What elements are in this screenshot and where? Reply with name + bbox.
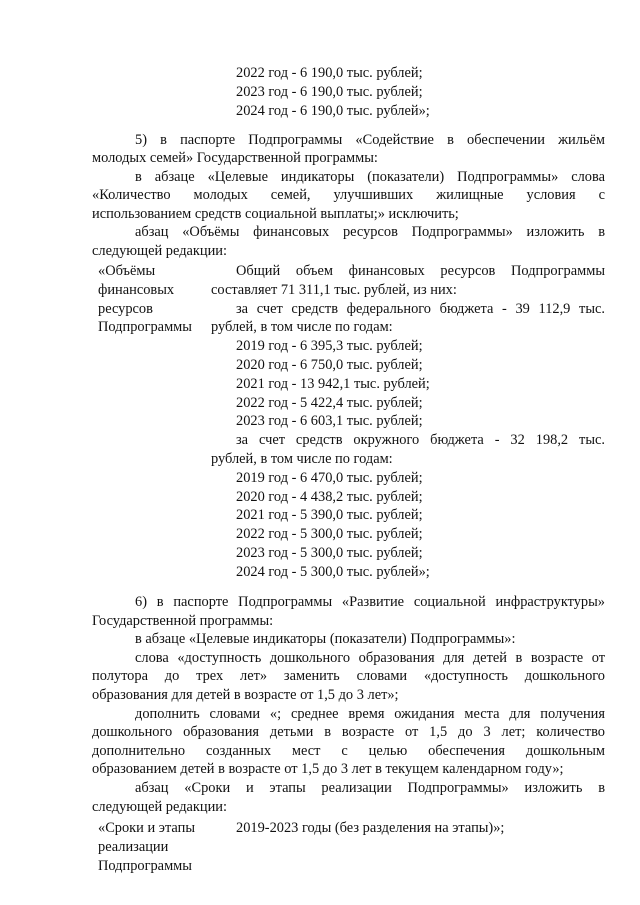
- table-right-line: Общий объем финансовых ресурсов Подпрограммы: [236, 263, 605, 279]
- table-left-cell: финансовых: [98, 282, 175, 298]
- item6-heading: 6) в паспорте Подпрограммы «Развитие социальной инфраструктуры»: [135, 594, 605, 610]
- table-right-line: рублей, в том числе по годам:: [211, 451, 393, 467]
- paragraph-line: в абзаце «Целевые индикаторы (показатели) Подпрограммы» слова: [135, 169, 605, 185]
- table-right-line: рублей, в том числе по годам:: [211, 319, 393, 335]
- year-line: 2024 год - 6 190,0 тыс. рублей»;: [236, 103, 430, 119]
- table-left-cell: реализации: [98, 839, 169, 855]
- year-line: 2020 год - 6 750,0 тыс. рублей;: [236, 357, 423, 373]
- year-line: 2023 год - 6 603,1 тыс. рублей;: [236, 413, 423, 429]
- table-right-line: 2019-2023 годы (без разделения на этапы)»;: [236, 820, 505, 836]
- paragraph-line: следующей редакции:: [92, 243, 227, 259]
- paragraph-line: абзац «Объёмы финансовых ресурсов Подпрограммы» изложить в: [135, 224, 605, 240]
- paragraph-line: следующей редакции:: [92, 799, 227, 815]
- table-left-cell: Подпрограммы: [98, 319, 192, 335]
- year-line: 2023 год - 5 300,0 тыс. рублей;: [236, 545, 423, 561]
- year-line: 2023 год - 6 190,0 тыс. рублей;: [236, 84, 423, 100]
- table-left-cell: «Объёмы: [98, 263, 156, 279]
- table-left-cell: «Сроки и этапы: [98, 820, 195, 836]
- year-line: 2020 год - 4 438,2 тыс. рублей;: [236, 489, 423, 505]
- paragraph-line: дополнительно созданных мест с целью обеспечения дошкольным: [92, 743, 605, 759]
- year-line: 2021 год - 5 390,0 тыс. рублей;: [236, 507, 423, 523]
- paragraph-line: в абзаце «Целевые индикаторы (показатели) Подпрограммы»:: [135, 631, 516, 647]
- year-line: 2022 год - 5 300,0 тыс. рублей;: [236, 526, 423, 542]
- item5-heading: 5) в паспорте Подпрограммы «Содействие в обеспечении жильём: [135, 132, 605, 148]
- paragraph-line: полутора до трех лет» заменить словами «доступность дошкольного: [92, 668, 605, 684]
- paragraph-line: использованием средств социальной выплаты;» исключить;: [92, 206, 459, 222]
- paragraph-line: образования для детей в возрасте от 1,5 до 3 лет»;: [92, 687, 399, 703]
- paragraph-line: молодых семей» Государственной программы:: [92, 150, 378, 166]
- paragraph-line: абзац «Сроки и этапы реализации Подпрограммы» изложить в: [135, 780, 605, 796]
- year-line: 2019 год - 6 470,0 тыс. рублей;: [236, 470, 423, 486]
- paragraph-line: дошкольного образования детьми в возрасте от 1,5 до 3 лет; количество: [92, 724, 605, 740]
- table-right-line: за счет средств окружного бюджета - 32 198,2 тыс.: [236, 432, 605, 448]
- year-line: 2022 год - 6 190,0 тыс. рублей;: [236, 65, 423, 81]
- year-line: 2022 год - 5 422,4 тыс. рублей;: [236, 395, 423, 411]
- year-line: 2019 год - 6 395,3 тыс. рублей;: [236, 338, 423, 354]
- year-line: 2021 год - 13 942,1 тыс. рублей;: [236, 376, 430, 392]
- paragraph-line: дополнить словами «; среднее время ожидания места для получения: [135, 706, 605, 722]
- table-left-cell: ресурсов: [98, 301, 153, 317]
- table-right-line: за счет средств федерального бюджета - 39 112,9 тыс.: [236, 301, 605, 317]
- paragraph-line: «Количество молодых семей, улучшивших жилищные условия с: [92, 187, 605, 203]
- paragraph-line: слова «доступность дошкольного образования для детей в возрасте от: [135, 650, 605, 666]
- table-right-line: составляет 71 311,1 тыс. рублей, из них:: [211, 282, 457, 298]
- year-line: 2024 год - 5 300,0 тыс. рублей»;: [236, 564, 430, 580]
- paragraph-line: Государственной программы:: [92, 613, 274, 629]
- paragraph-line: образованием детей в возрасте от 1,5 до 3 лет в текущем календарном году»;: [92, 761, 564, 777]
- table-left-cell: Подпрограммы: [98, 858, 192, 874]
